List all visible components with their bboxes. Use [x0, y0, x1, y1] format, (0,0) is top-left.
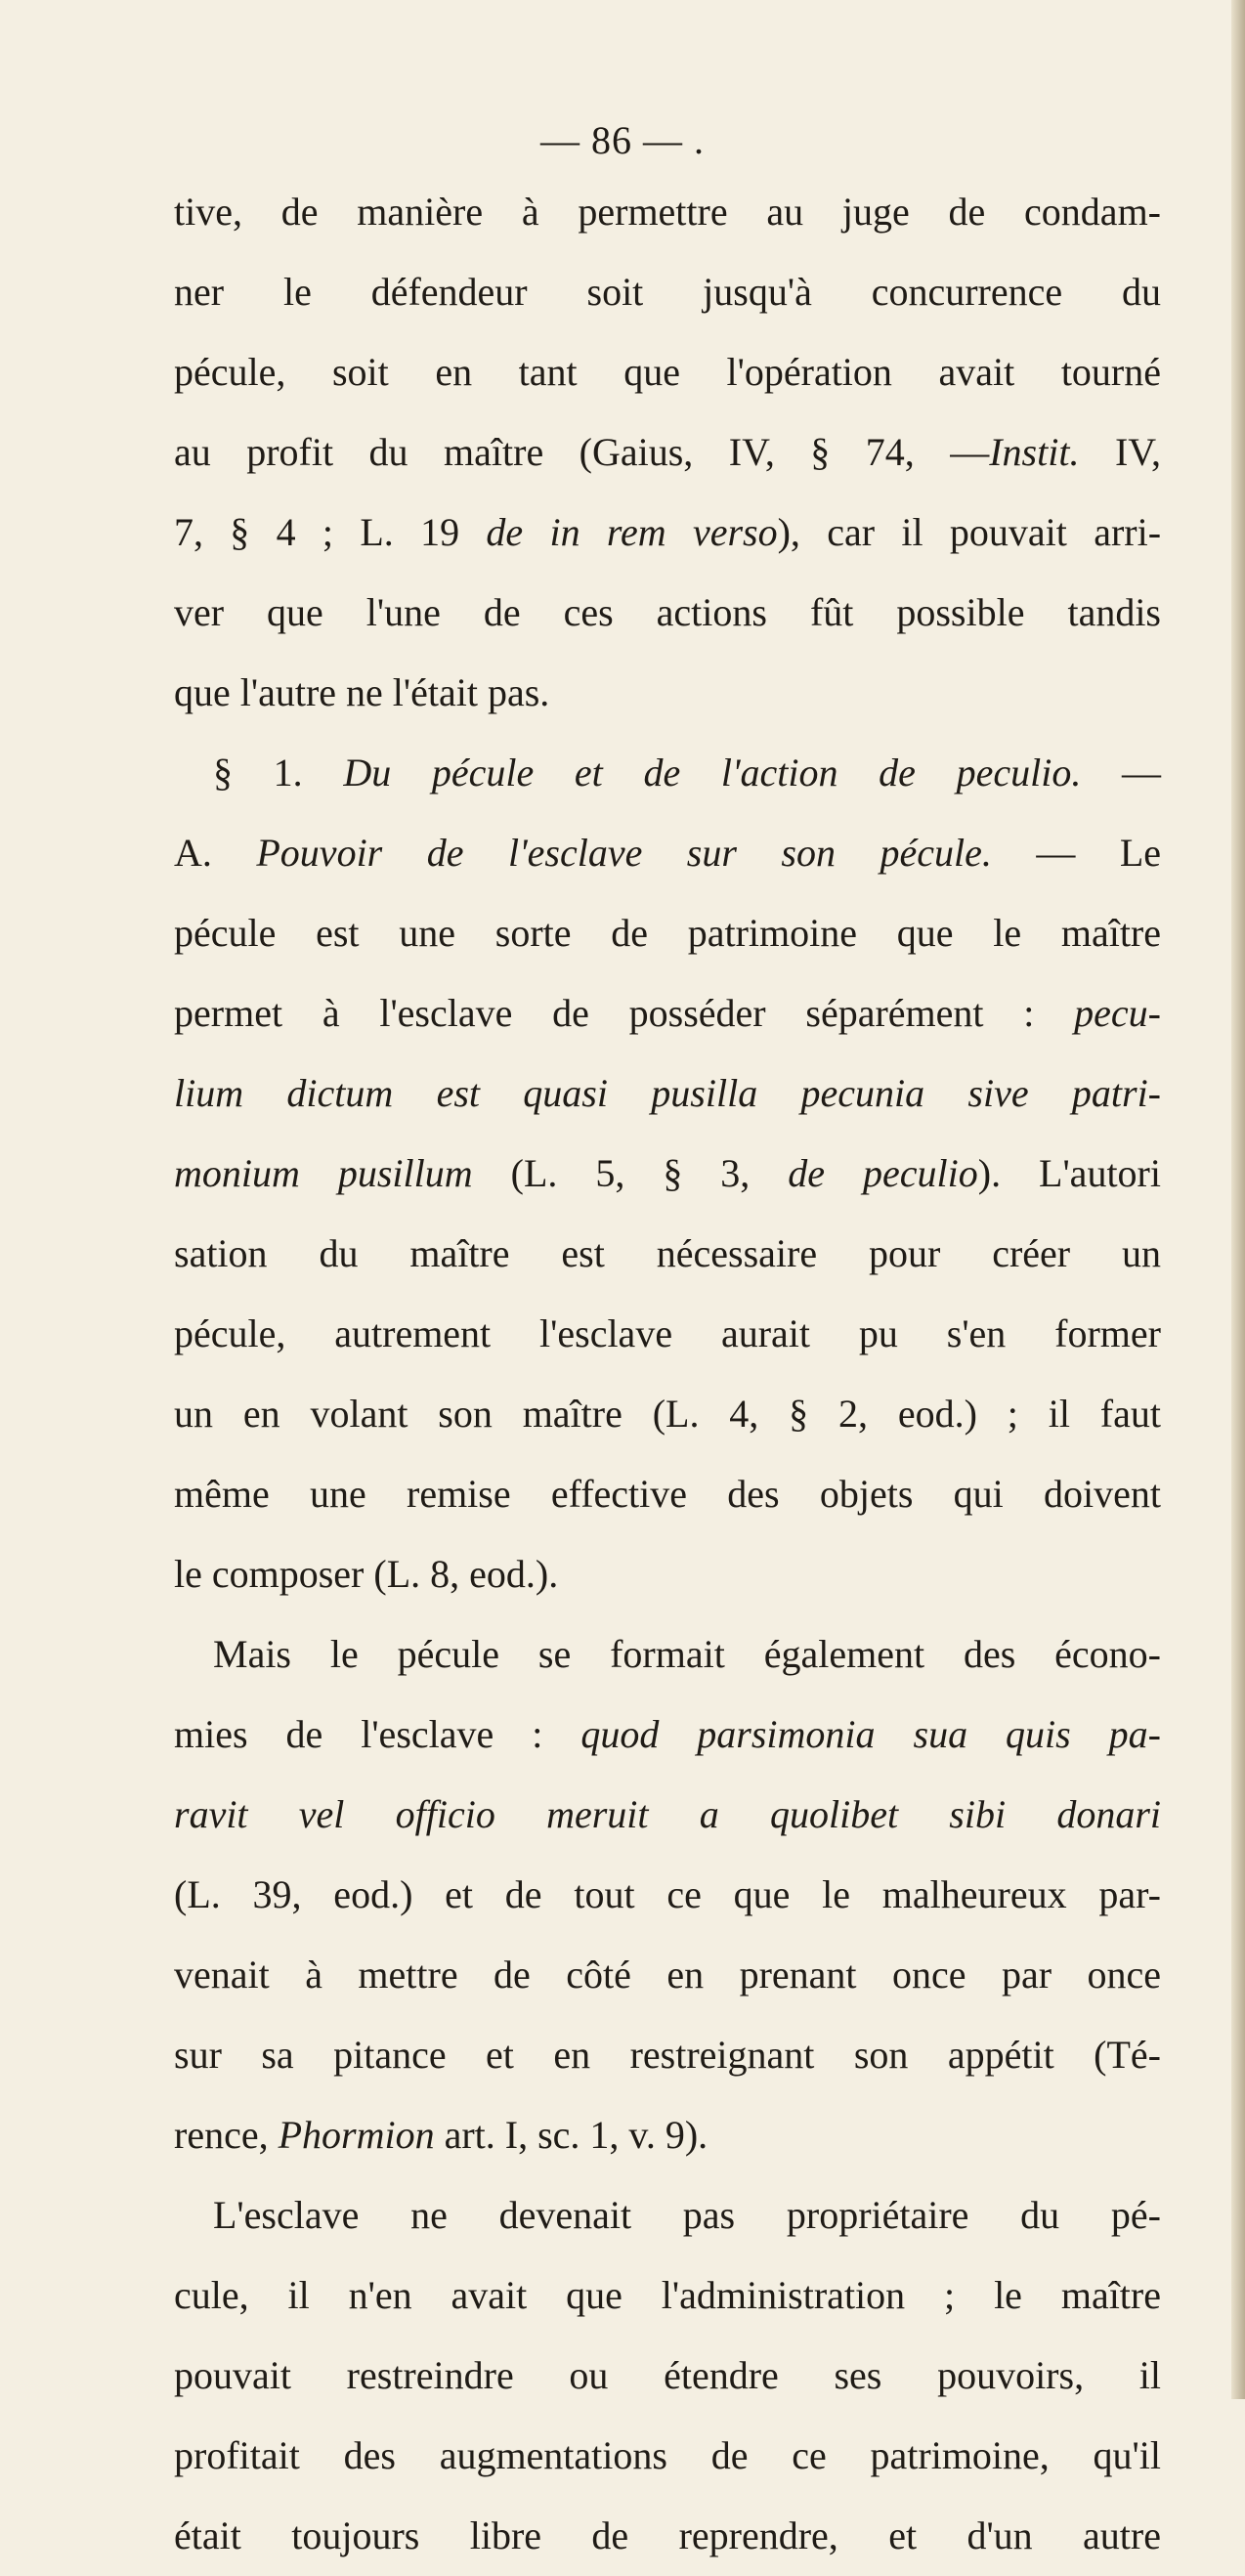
text-line: était toujours libre de reprendre, et d'un autre	[174, 2513, 1161, 2557]
text-line: permet à l'esclave de posséder séparément : pecu-	[174, 991, 1161, 1035]
text-line: pécule est une sorte de patrimoine que le maître	[174, 911, 1161, 955]
text-line: pécule, autrement l'esclave aurait pu s'en former	[174, 1311, 1161, 1355]
text-line: Mais le pécule se formait également des écono-	[213, 1632, 1161, 1676]
latin-quote: pecu-	[1074, 991, 1161, 1035]
subsection-heading-line: A. Pouvoir de l'esclave sur son pécule. — Le	[174, 831, 1162, 875]
text-line: un en volant son maître (L. 4, § 2, eod.) ; il faut	[174, 1392, 1161, 1436]
text-line: L'esclave ne devenait pas propriétaire du pé-	[213, 2193, 1161, 2237]
section-title: Du pécule et de l'action de peculio.	[343, 751, 1082, 794]
text-line: pécule, soit en tant que l'opération avait tourné	[174, 350, 1161, 394]
work-title-phormion: Phormion	[278, 2113, 435, 2157]
latin-quote: quod parsimonia sua quis pa-	[580, 1712, 1161, 1756]
text-line: tive, de manière à permettre au juge de condam-	[174, 190, 1161, 234]
body-text	[174, 172, 1161, 2576]
section-heading-line: § 1. Du pécule et de l'action de peculio. —	[213, 751, 1161, 794]
page-edge	[1231, 0, 1245, 2399]
text-line: ver que l'une de ces actions fût possible tandis	[174, 590, 1161, 634]
text-line: pouvait restreindre ou étendre ses pouvoirs, il	[174, 2353, 1161, 2397]
text-line: sation du maître est nécessaire pour créer un	[174, 1231, 1161, 1275]
text-line: (L. 39, eod.) et de tout ce que le malheureux par-	[174, 1872, 1161, 1916]
citation-de-in-rem-verso: de in rem verso	[486, 510, 778, 554]
text-line: mies de l'esclave : quod parsimonia sua quis pa-	[174, 1712, 1161, 1756]
latin-quote-line: ravit vel officio meruit a quolibet sibi donari	[174, 1792, 1161, 1836]
latin-quote-line: lium dictum est quasi pusilla pecunia sive patri-	[174, 1071, 1161, 1115]
text-line: sur sa pitance et en restreignant son appétit (Té-	[174, 2033, 1161, 2077]
text-line: profitait des augmentations de ce patrimoine, qu'il	[174, 2433, 1161, 2477]
text-line: le composer (L. 8, eod.).	[174, 1552, 559, 1596]
text-line: même une remise effective des objets qui doivent	[174, 1472, 1161, 1516]
text-line: au profit du maître (Gaius, IV, § 74, —Instit. IV,	[174, 430, 1161, 474]
text-line: ner le défendeur soit jusqu'à concurrence du	[174, 270, 1161, 314]
text-line: venait à mettre de côté en prenant once par once	[174, 1953, 1161, 1996]
latin-quote: monium pusillum	[174, 1151, 473, 1195]
text-line: cule, il n'en avait que l'administration ; le maître	[174, 2273, 1161, 2317]
text-line: rence, Phormion art. I, sc. 1, v. 9).	[174, 2113, 708, 2157]
text-line: monium pusillum (L. 5, § 3, de peculio). L'autori	[174, 1151, 1161, 1195]
text-line: 7, § 4 ; L. 19 de in rem verso), car il pouvait arri-	[174, 510, 1162, 554]
page-number: — 86 — .	[540, 118, 705, 162]
citation-instit: Instit.	[989, 430, 1080, 474]
citation-de-peculio: de peculio	[788, 1151, 978, 1195]
text-line: que l'autre ne l'était pas.	[174, 670, 550, 714]
subsection-title: Pouvoir de l'esclave sur son pécule.	[256, 831, 992, 875]
